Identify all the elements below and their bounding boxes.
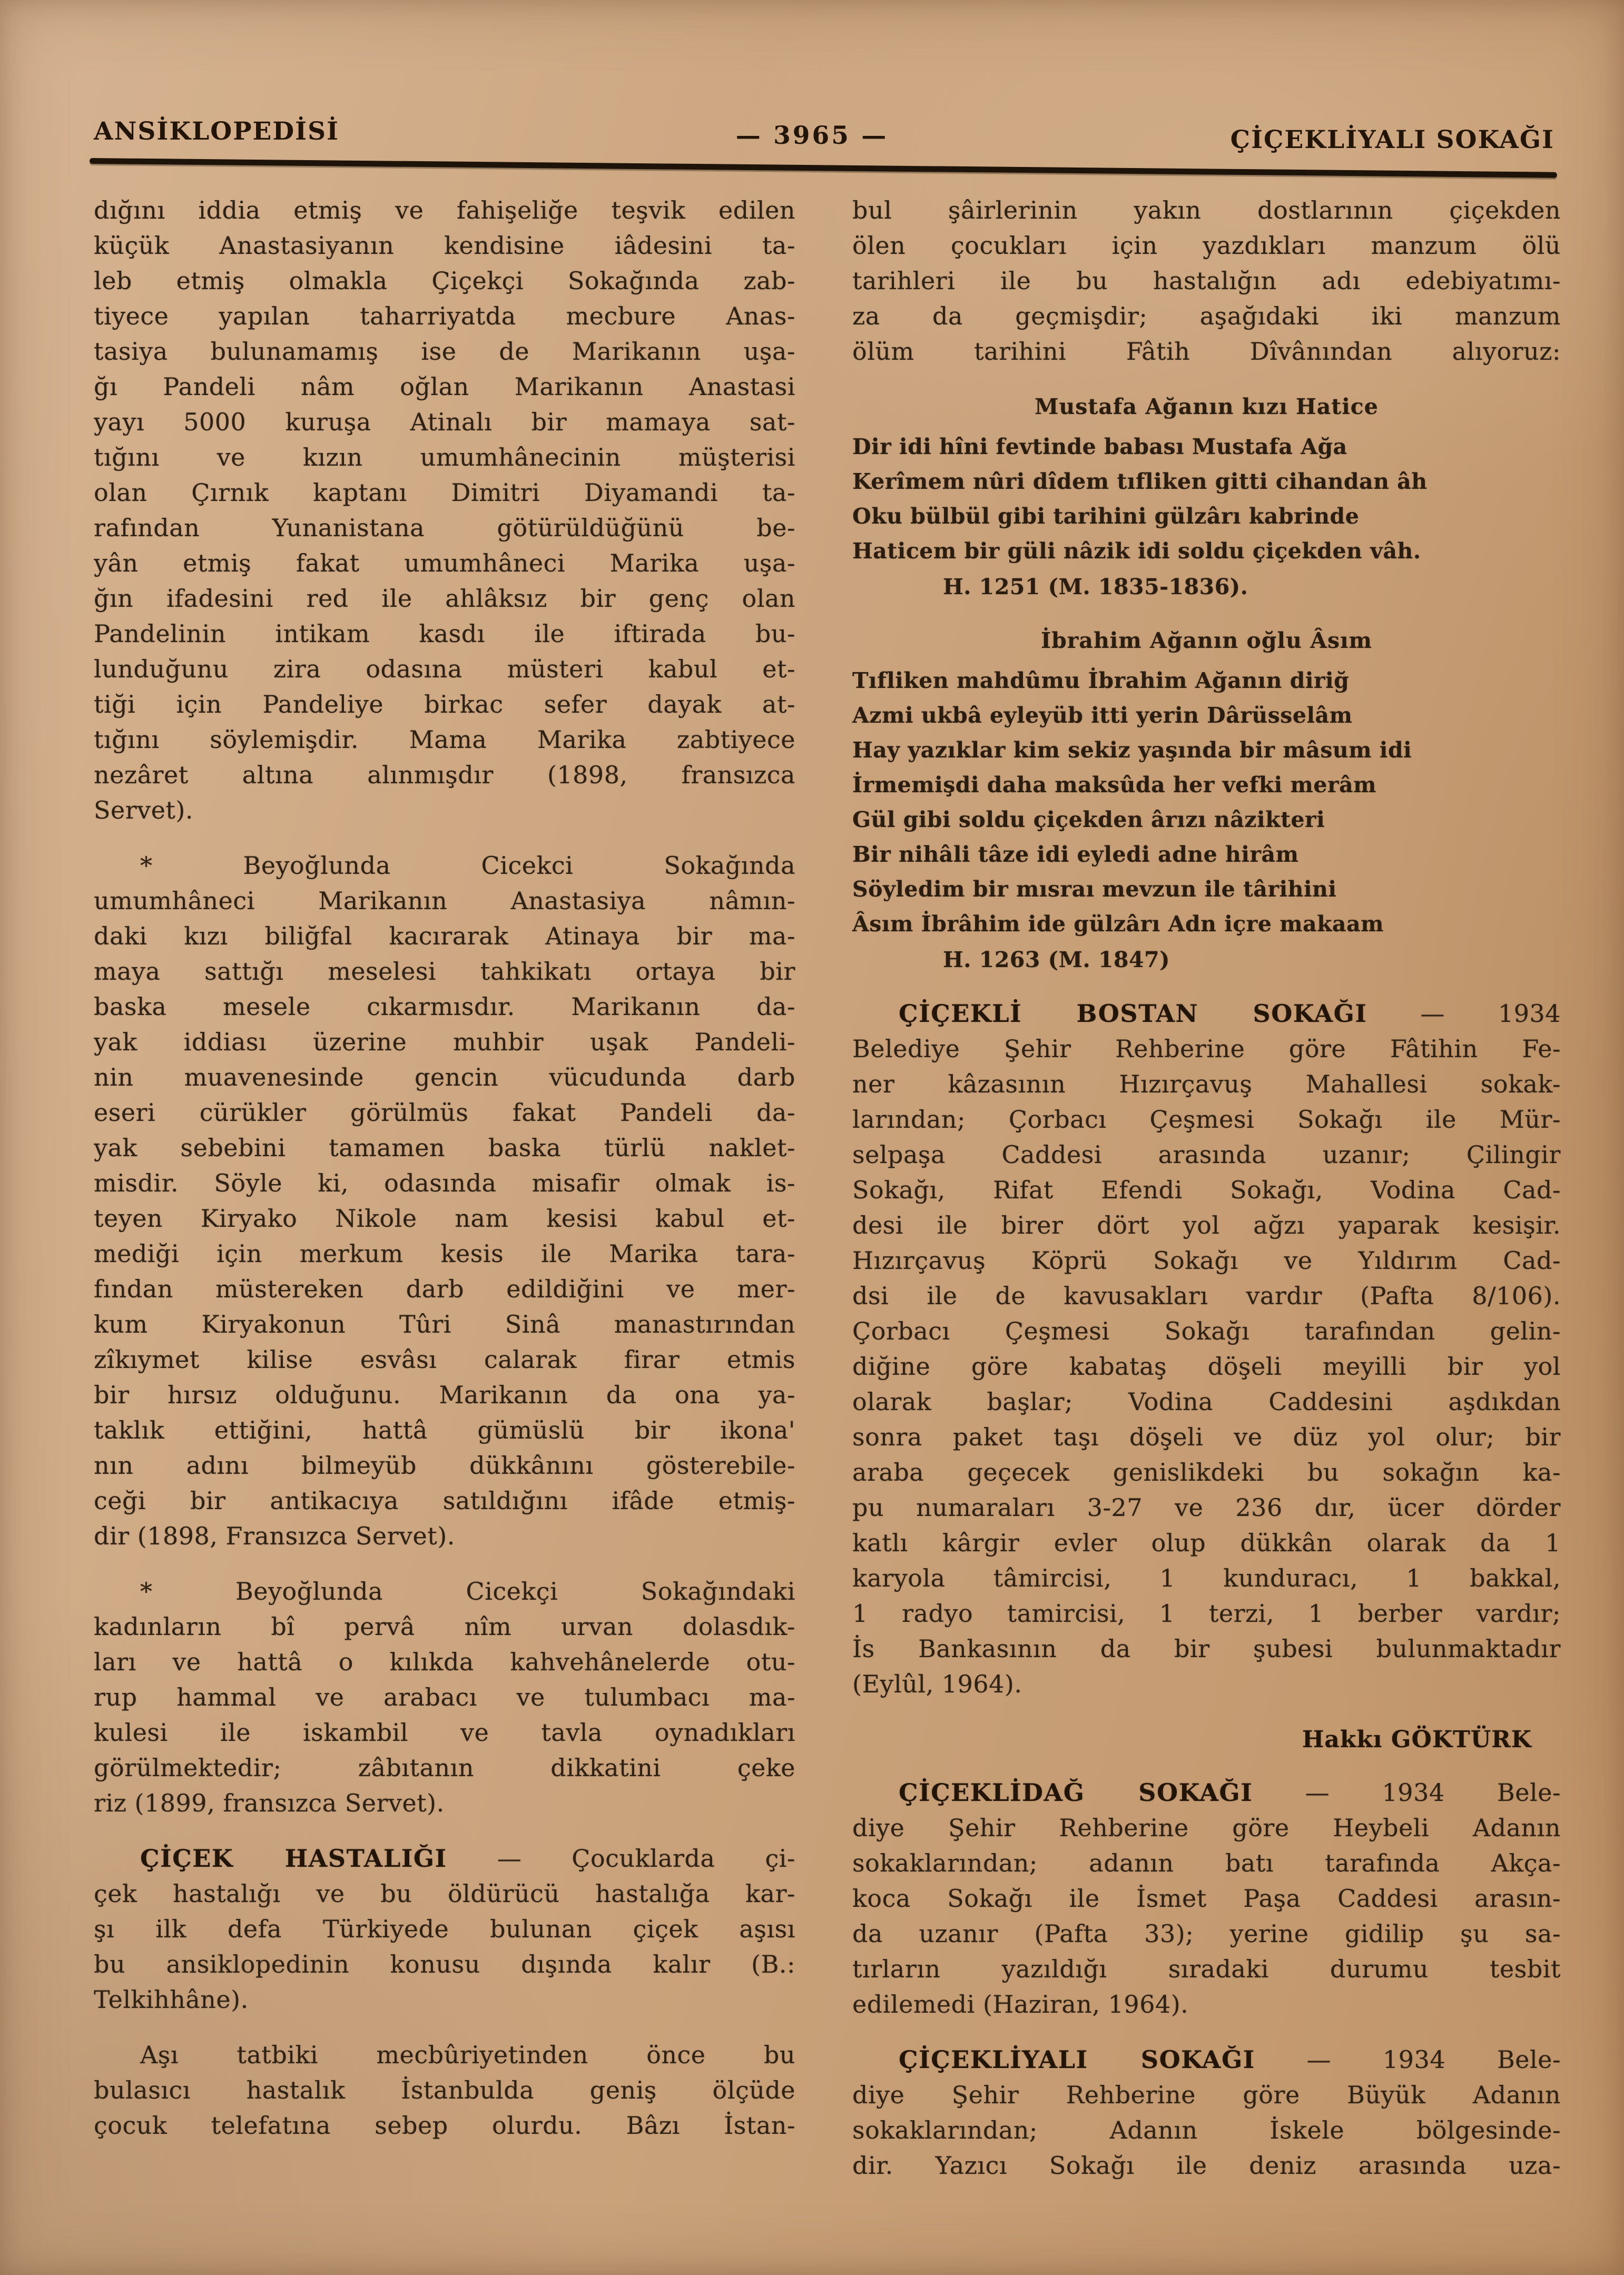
text-line: Pandelinin intikam kasdı ile iftirada bu-	[94, 619, 795, 648]
text-line: tığını söylemişdir. Mama Marika zabtiyece	[94, 725, 795, 754]
text-line: yayı 5000 kuruşa Atinalı bir mamaya sat-	[94, 408, 795, 436]
text-line: tığını ve kızın umumhânecinin müşterisi	[94, 443, 795, 471]
verse-title: Mustafa Ağanın kızı Hatice	[1035, 394, 1379, 419]
paragraph	[94, 2037, 795, 2143]
text-line: ları ve hattâ o kılıkda kahvehânelerde otu-	[94, 1648, 795, 1676]
text-line: dığını iddia etmiş ve fahişeliğe teşvik edilen	[94, 196, 795, 224]
text-line: tiyece yapılan taharriyatda mecbure Anas-	[94, 302, 795, 330]
entry-heading: ÇİÇEK HASTALIĞI	[140, 1844, 447, 1873]
text-line: diye Şehir Rehberine göre Büyük Adanın	[852, 2081, 1561, 2109]
text-line: bulasıcı hastalık İstanbulda geniş ölçüde	[94, 2076, 795, 2104]
verse-line: Âsım İbrâhim ide gülzârı Adn içre makaam	[852, 911, 1384, 937]
text-line: koca Sokağı ile İsmet Paşa Caddesi arasın-	[852, 1884, 1561, 1913]
text-line: kum Kiryakonun Tûri Sinâ manastırından	[94, 1310, 795, 1338]
text-line: dir. Yazıcı Sokağı ile deniz arasında uza-	[852, 2151, 1561, 2180]
text-line: ceği bir antikacıya satıldığını ifâde etmiş-	[94, 1486, 795, 1515]
text-line: teyen Kiryako Nikole nam kesisi kabul et-	[94, 1204, 795, 1233]
text-line: ğın ifadesini red ile ahlâksız bir genç olan	[94, 584, 795, 613]
header-publication-title: ANSİKLOPEDİSİ	[94, 117, 340, 146]
text-line: yân etmiş fakat umumhâneci Marika uşa-	[94, 549, 795, 577]
verse-line: İrmemişdi daha maksûda her vefki merâm	[852, 772, 1377, 797]
text-line: ğı Pandeli nâm oğlan Marikanın Anastasi	[94, 372, 795, 401]
text-line: za da geçmişdir; aşağıdaki iki manzum	[852, 302, 1561, 330]
entry-heading: ÇİÇEKLİ BOSTAN SOKAĞI	[899, 999, 1367, 1028]
verse-line: Kerîmem nûri dîdem tıfliken gitti cihandan âh	[852, 469, 1428, 494]
text-line: da uzanır (Pafta 33); yerine gidilip şu sa-	[852, 1919, 1561, 1948]
text-line: dir (1898, Fransızca Servet).	[94, 1522, 455, 1550]
text-line: bul şâirlerinin yakın dostlarının çiçekden	[852, 196, 1561, 224]
verse-line: Tıfliken mahdûmu İbrahim Ağanın diriğ	[852, 668, 1350, 693]
text-line: ölen çocukları için yazdıkları manzum ölü	[852, 231, 1561, 260]
text-line: taklık ettiğini, hattâ gümüslü bir ikona'	[94, 1416, 795, 1444]
right-column	[852, 193, 1561, 2203]
text-line: yak sebebini tamamen baska türlü naklet-	[94, 1134, 795, 1162]
header-entry-title: ÇİÇEKLİYALI SOKAĞI	[1230, 125, 1554, 154]
text-line: Telkihhâne).	[94, 1985, 249, 2014]
text-line: olarak başlar; Vodina Caddesini aşdıkdan	[852, 1387, 1561, 1416]
text-line: şı ilk defa Türkiyede bulunan çiçek aşısı	[94, 1915, 795, 1943]
text-line: 1 radyo tamircisi, 1 terzi, 1 berber vardır;	[852, 1599, 1561, 1628]
text-line: maya sattığı meselesi tahkikatı ortaya bir	[94, 957, 795, 986]
text-line: sokaklarından; Adanın İskele bölgesinde-	[852, 2116, 1561, 2144]
text-line: sokaklarından; adanın batı tarafında Akça-	[852, 1849, 1561, 1877]
author-signature: Hakkı GÖKTÜRK	[1302, 1726, 1532, 1753]
verse-date-line: H. 1263 (M. 1847)	[943, 947, 1170, 972]
entry-heading: ÇİÇEKLİYALI SOKAĞI	[899, 2045, 1255, 2074]
paragraph	[94, 193, 795, 828]
text-line: katlı kârgir evler olup dükkân olarak da 1	[852, 1529, 1561, 1557]
paragraph	[852, 2042, 1561, 2183]
text-line: tarihleri ile bu hastalığın adı edebiyatımı-	[852, 267, 1561, 295]
verse-line: Hay yazıklar kim sekiz yaşında bir mâsum idi	[852, 737, 1412, 763]
text-line: rafından Yunanistana götürüldüğünü be-	[94, 514, 795, 542]
text-line: nın adını bilmeyüb dükkânını gösterebile-	[94, 1451, 795, 1480]
verse-line: Azmi ukbâ eyleyüb itti yerin Dârüsselâm	[852, 703, 1353, 728]
text-line: dsi ile de kavusakları vardır (Pafta 8/106).	[852, 1282, 1561, 1310]
verse-line: Gül gibi soldu çiçekden ârızı nâzikteri	[852, 807, 1325, 832]
text-line: olan Çırnık kaptanı Dimitri Diyamandi ta-	[94, 478, 795, 507]
text-line: küçük Anastasiyanın kendisine iâdesini ta-	[94, 231, 795, 260]
text-line: lunduğunu zira odasına müsteri kabul et-	[94, 655, 795, 683]
verse-line: Dir idi hîni fevtinde babası Mustafa Ağa	[852, 434, 1347, 459]
paragraph	[852, 1775, 1561, 2022]
verse-title: İbrahim Ağanın oğlu Âsım	[1040, 628, 1373, 653]
text-line: pu numaraları 3-27 ve 236 dır, ücer dörder	[852, 1493, 1561, 1522]
header-page-number: — 3965 —	[735, 121, 889, 150]
text-line: çek hastalığı ve bu öldürücü hastalığa kar-	[94, 1879, 795, 1908]
verse-line: Söyledim bir mısraı mevzun ile târihini	[852, 876, 1337, 902]
text-line: tasiya bulunamamış ise de Marikanın uşa-	[94, 337, 795, 366]
verse-line: Haticem bir güli nâzik idi soldu çiçekden vâh.	[852, 538, 1421, 564]
left-column	[94, 193, 795, 2163]
text-line: karyola tâmircisi, 1 kunduracı, 1 bakkal,	[852, 1564, 1561, 1592]
text-line: umumhâneci Marikanın Anastasiya nâmın-	[94, 887, 795, 915]
text-line: edilemedi (Haziran, 1964).	[852, 1990, 1189, 2018]
text-line: zîkıymet kilise esvâsı calarak firar etmis	[94, 1345, 795, 1374]
verse-block	[852, 623, 1561, 977]
text-line: larından; Çorbacı Çeşmesi Sokağı ile Mür-	[852, 1105, 1561, 1134]
text-line: diğine göre kabataş döşeli meyilli bir yol	[852, 1352, 1561, 1381]
text-line: Servet).	[94, 796, 193, 824]
verse-line: Bir nihâli tâze idi eyledi adne hirâm	[852, 842, 1299, 867]
text-line: bu ansiklopedinin konusu dışında kalır (B.:	[94, 1950, 795, 1978]
text-line: riz (1899, fransızca Servet).	[94, 1789, 445, 1817]
text-line: ÇİÇEKLİ BOSTAN SOKAĞI — 1934	[899, 999, 1561, 1028]
text-line: desi ile birer dört yol ağzı yaparak kesişir.	[852, 1211, 1561, 1239]
entry-heading: ÇİÇEKLİDAĞ SOKAĞI	[899, 1778, 1253, 1807]
text-line: ÇİÇEKLİYALI SOKAĞI — 1934 Bele-	[899, 2045, 1561, 2074]
text-line: tiği için Pandeliye birkac sefer dayak at-	[94, 690, 795, 718]
paragraph	[852, 193, 1561, 369]
text-line: İs Bankasının da bir şubesi bulunmaktadır	[852, 1634, 1561, 1663]
text-line: ÇİÇEK HASTALIĞI — Çocuklarda çi-	[140, 1844, 795, 1873]
paragraph	[852, 996, 1561, 1702]
text-line: * Beyoğlunda Cicekci Sokağında	[140, 851, 795, 880]
text-line: kadınların bî pervâ nîm urvan dolasdık-	[94, 1612, 795, 1641]
text-line: çocuk telefatına sebep olurdu. Bâzı İstan-	[94, 2111, 795, 2140]
verse-block	[852, 389, 1561, 604]
paragraph	[94, 848, 795, 1554]
text-line: görülmektedir; zâbıtanın dikkatini çeke	[94, 1754, 795, 1782]
text-line: nin muavenesinde gencin vücudunda darb	[94, 1063, 795, 1091]
text-line: mediği için merkum kesis ile Marika tara-	[94, 1239, 795, 1268]
text-line: Belediye Şehir Rehberine göre Fâtihin Fe-	[852, 1035, 1561, 1063]
text-line: daki kızı biliğfal kacırarak Atinaya bir ma-	[94, 922, 795, 950]
text-line: baska mesele cıkarmısdır. Marikanın da-	[94, 992, 795, 1021]
text-line: Sokağı, Rifat Efendi Sokağı, Vodina Cad-	[852, 1176, 1561, 1204]
text-line: ölüm tarihini Fâtih Dîvânından alıyoruz:	[852, 337, 1561, 366]
paragraph	[94, 1574, 795, 1821]
text-line: nezâret altına alınmışdır (1898, fransızca	[94, 761, 795, 789]
text-line: yak iddiası üzerine muhbir uşak Pandeli-	[94, 1028, 795, 1056]
text-line: ner kâzasının Hızırçavuş Mahallesi sokak-	[852, 1070, 1561, 1098]
text-line: ÇİÇEKLİDAĞ SOKAĞI — 1934 Bele-	[899, 1778, 1561, 1807]
text-line: kulesi ile iskambil ve tavla oynadıkları	[94, 1718, 795, 1747]
text-line: bir hırsız olduğunu. Marikanın da ona ya-	[94, 1381, 795, 1409]
text-line: selpaşa Caddesi arasında uzanır; Çilingir	[852, 1140, 1561, 1169]
text-line: araba geçecek genislikdeki bu sokağın ka-	[852, 1458, 1561, 1486]
text-line: (Eylûl, 1964).	[852, 1670, 1022, 1698]
text-line: misdir. Söyle ki, odasında misafir olmak is-	[94, 1169, 795, 1197]
text-line: tırların yazıldığı sıradaki durumu tesbit	[852, 1955, 1561, 1983]
text-line: leb etmiş olmakla Çiçekçi Sokağında zab-	[94, 267, 795, 295]
verse-date-line: H. 1251 (M. 1835-1836).	[943, 574, 1248, 599]
text-line: fından müstereken darb edildiğini ve mer-	[94, 1275, 795, 1303]
text-line: Çorbacı Çeşmesi Sokağı tarafından gelin-	[852, 1317, 1561, 1345]
text-line: Hızırçavuş Köprü Sokağı ve Yıldırım Cad-	[852, 1246, 1561, 1275]
page-header	[0, 117, 1624, 159]
text-line: Aşı tatbiki mecbûriyetinden önce bu	[140, 2041, 795, 2069]
paragraph	[94, 1841, 795, 2017]
text-line: * Beyoğlunda Cicekçi Sokağındaki	[140, 1577, 795, 1606]
text-line: diye Şehir Rehberine göre Heybeli Adanın	[852, 1814, 1561, 1842]
text-line: eseri cürükler görülmüs fakat Pandeli da-	[94, 1098, 795, 1127]
header-rule	[90, 158, 1557, 178]
text-line: sonra paket taşı döşeli ve düz yol olur; bir	[852, 1423, 1561, 1451]
verse-line: Oku bülbül gibi tarihini gülzârı kabrinde	[852, 504, 1360, 529]
text-line: rup hammal ve arabacı ve tulumbacı ma-	[94, 1683, 795, 1711]
